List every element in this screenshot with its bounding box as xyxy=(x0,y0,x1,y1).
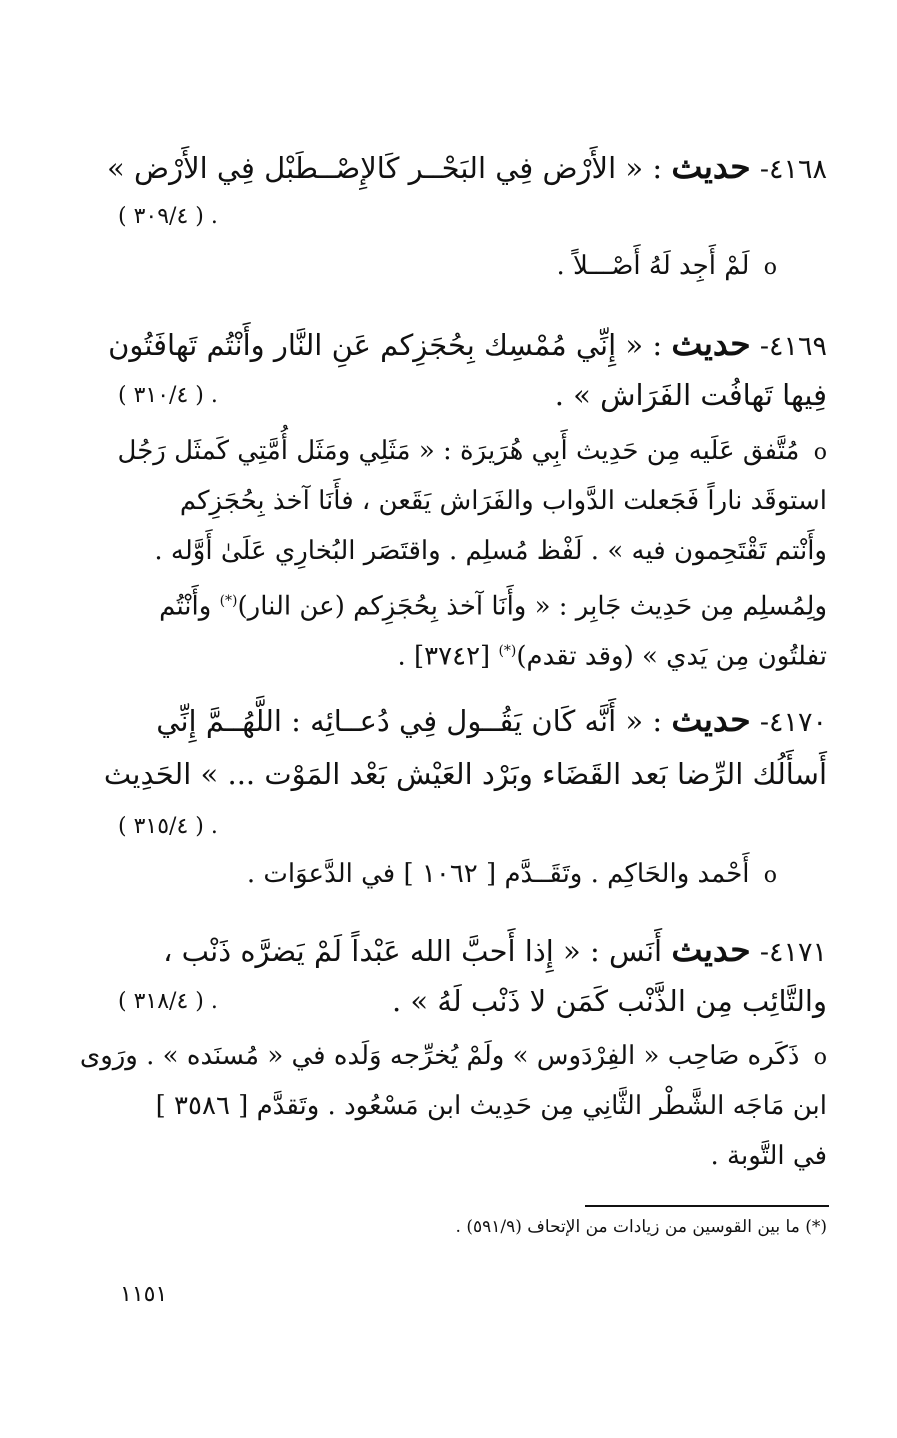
hadith-keyword: حديث xyxy=(671,147,751,186)
footnote-divider xyxy=(585,1205,829,1207)
footnote: (*) ما بين القوسين من زيادات من الإتحاف (٥٩١/٩) . xyxy=(455,1217,827,1237)
hadith-4171-line-2: والتَّائِب مِن الذَّنْب كَمَن لا ذَنْب لَهُ » . xyxy=(391,984,827,1018)
hadith-keyword: حديث xyxy=(671,700,751,739)
hadith-4170-line-1 xyxy=(156,698,827,745)
hadith-4169-reference: . ( ٣١٠/٤ ) xyxy=(118,383,218,408)
footnote-marker: (*) xyxy=(219,593,238,609)
commentary-text: لَمْ أَجِد لَهُ أَصْـــلاً . xyxy=(556,251,750,281)
hadith-text: أَنَس : « إِذا أَحبَّ الله عَبْداً لَمْ يَضرَّه ذَنْب ، xyxy=(163,934,663,968)
hadith-4169-commentary-3: وأَنْتم تَقْتَحِمون فيه » . لَفْظ مُسلِم . واقتَصَر البُخارِي عَلَىٰ أَوَّله . xyxy=(154,536,827,566)
hadith-4168-reference: . ( ٣٠٩/٤ ) xyxy=(118,204,218,229)
hadith-4169-line-2: فِيها تَهافُت الفَرَاش » . xyxy=(554,378,827,412)
hadith-4169-line-1 xyxy=(108,322,827,369)
hadith-4171-commentary-3: في التَّوبة . xyxy=(710,1141,827,1171)
hadith-keyword: حديث xyxy=(671,324,751,363)
hadith-4171-line-1 xyxy=(163,928,827,975)
bullet-circle-icon: o xyxy=(813,440,827,465)
hadith-number: ٤١٦٩- xyxy=(759,331,827,362)
footnote-marker: (*) xyxy=(498,643,517,659)
hadith-4171-commentary-2: ابن مَاجَه الشَّطْر الثَّانِي مِن حَدِيث ابن مَسْعُود . وتَقدَّم [ ٣٥٨٦ ] xyxy=(155,1091,827,1121)
hadith-4168-commentary xyxy=(556,246,777,288)
hadith-4169-commentary-4: ولِمُسلِم مِن حَدِيث جَابِر : « وأَنَا آخذ بِحُجَزِكم (عن النار)(*) وأَنْتُم xyxy=(159,591,827,622)
hadith-keyword: حديث xyxy=(671,930,751,969)
hadith-number: ٤١٦٨- xyxy=(759,154,827,185)
hadith-4170-commentary: o أَحْمد والحَاكِم . وتَقَــدَّم [ ١٠٦٢ ] في الدَّعوَات . xyxy=(246,859,777,889)
bullet-circle-icon: o xyxy=(763,255,777,280)
hadith-4169-commentary-5: تفلتُون مِن يَدي » (وقد تقدم)(*) [٣٧٤٢] . xyxy=(397,641,827,672)
hadith-4169-commentary-2: استوقَد ناراً فَجَعلت الدَّواب والفَرَاش يَقَعن ، فأَنَا آخذ بِحُجَزِكم xyxy=(179,486,827,516)
hadith-4169-commentary-1: o مُتَّفق عَلَيه مِن حَدِيث أَبِي هُرَيرَة : « مَثَلِي ومَثَل أُمَّتِي كَمثَل رَجُل xyxy=(117,436,827,466)
hadith-text: « الأَرْض فِي البَحْــر كَالإِصْــطَبْل فِي الأَرْض » xyxy=(107,151,644,185)
hadith-4170-line-2: أَسأَلُك الرِّضا بَعد القَضَاء وبَرْد العَيْش بَعْد المَوْت ... » الحَدِيث xyxy=(103,757,827,791)
hadith-text: : « أَنَّه كَان يَقُــول فِي دُعــائِه : اللَّهُــمَّ إِنِّي xyxy=(156,704,663,738)
hadith-4168-line-1: ٤١٦٨- حديث : « الأَرْض فِي البَحْــر كَالإِصْــطَبْل فِي الأَرْض » xyxy=(107,147,827,186)
hadith-number: ٤١٧٠- xyxy=(759,707,827,738)
hadith-4170-reference: . ( ٣١٥/٤ ) xyxy=(118,814,218,839)
bullet-circle-icon: o xyxy=(763,863,777,888)
page-number: ١١٥١ xyxy=(120,1282,168,1307)
hadith-text: : « إِنِّي مُمْسِك بِحُجَزِكم عَنِ النَّار وأَنْتُم تَهافَتُون xyxy=(108,328,663,362)
hadith-number: ٤١٧١- xyxy=(759,937,827,968)
bullet-circle-icon: o xyxy=(813,1045,827,1070)
hadith-4171-commentary-1: o ذَكَره صَاحِب « الفِرْدَوس » ولَمْ يُخرِّجه وَلَده في « مُسنَده » . ورَوى xyxy=(79,1041,827,1071)
hadith-4171-reference: . ( ٣١٨/٤ ) xyxy=(118,989,218,1014)
